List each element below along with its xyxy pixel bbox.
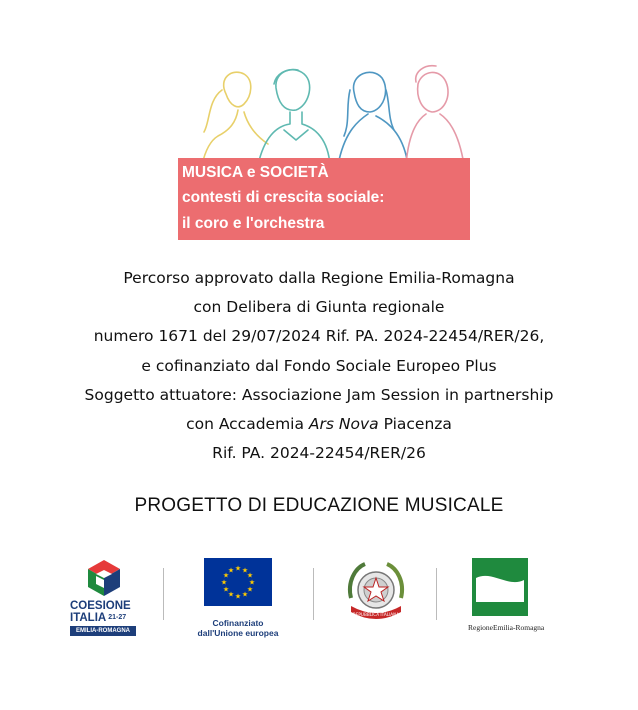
body-line-6-start: con Accademia [186,415,309,434]
logo-divider [436,568,437,620]
project-title: PROGETTO DI EDUCAZIONE MUSICALE [134,495,504,516]
singer-4-outline [406,66,464,165]
singer-3-outline [338,72,408,165]
svg-text:★: ★ [246,585,254,594]
svg-text:★: ★ [220,578,228,587]
logo-strip [0,552,638,642]
svg-text:★: ★ [246,571,254,580]
repubblica-italiana-emblem-icon [343,558,409,626]
coesione-italia-logo [68,558,140,638]
svg-text:★: ★ [234,564,242,573]
body-line-2: con Delibera di Giunta regionale [193,298,445,317]
logo-divider [163,568,164,620]
body-line-6 [0,410,638,439]
svg-text:★: ★ [227,590,235,599]
body-line-4: e cofinanziato dal Fondo Sociale Europeo Plus [141,356,497,375]
svg-text:★: ★ [248,578,256,587]
programme-years: 21-27 [108,614,127,621]
svg-text:★: ★ [227,566,235,575]
banner-subtitle-2: il coro e l'orchestra [182,215,325,232]
body-line-7: Rif. PA. 2024-22454/RER/26 [212,444,426,463]
eu-flag-icon [204,558,272,606]
singer-2-outline [258,70,330,165]
eu-stars-icon [204,558,272,606]
regione-emilia-romagna-logo [468,558,545,638]
logo-divider [313,568,314,620]
rer-caption: RegioneEmilia-Romagna [468,623,545,632]
italia-label: ITALIA 21-27 [70,612,127,624]
eu-caption-1: Cofinanziato [212,618,264,628]
banner-subtitle-1: contesti di crescita sociale: [182,189,385,206]
singers-illustration [178,60,478,165]
svg-text:★: ★ [234,592,242,601]
body-line-5: Soggetto attuatore: Associazione Jam Session in partnership [84,385,554,404]
coesione-label: COESIONE [70,600,131,612]
rer-landscape-icon [472,558,528,616]
eu-cofinanced-logo [192,558,284,638]
emblem-ribbon-text: REPUBBLICA ITALIANA [352,612,400,617]
banner-title: MUSICA e SOCIETÀ [182,164,329,181]
svg-text:★: ★ [222,571,230,580]
body-line-1: Percorso approvato dalla Regione Emilia-Romagna [123,269,515,287]
singer-1-outline [202,72,268,165]
body-line-6-end: Piacenza [378,415,452,434]
coesione-cube-icon [84,558,124,598]
body-line-3: numero 1671 del 29/07/2024 Rif. PA. 2024-22454/RER/26, [93,327,545,346]
svg-text:★: ★ [222,585,230,594]
emilia-romagna-badge: EMILIA-ROMAGNA [70,626,136,636]
approval-paragraph [0,264,638,468]
title-banner [178,158,470,240]
svg-text:★: ★ [241,590,249,599]
eu-caption-2: dall'Unione europea [197,628,279,638]
ars-nova-name: Ars Nova [308,415,379,434]
svg-text:★: ★ [241,566,249,575]
